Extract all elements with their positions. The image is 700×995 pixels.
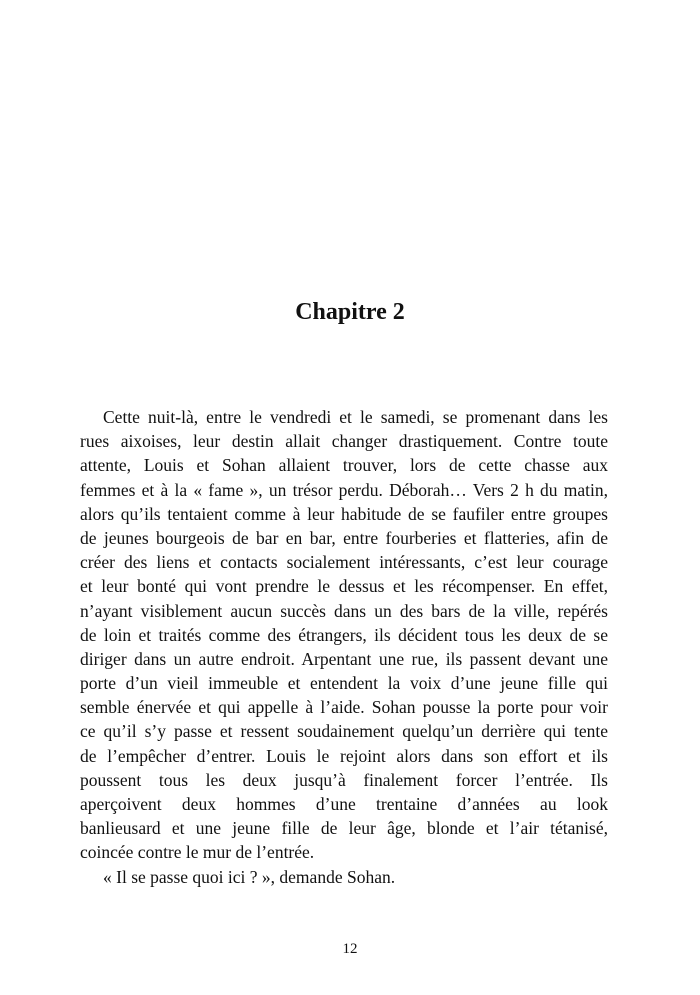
paragraph-2 (80, 865, 608, 889)
text-line: banlieusard et une jeune fille de leur âge, blonde et l’air tétanisé, (80, 818, 608, 839)
text-line: de jeunes bourgeois de bar en bar, entre fourberies et flatteries, afin de (80, 527, 608, 548)
text-line: alors qu’ils tentaient comme à leur habitude de se faufiler entre groupes (80, 503, 608, 524)
chapter-title: Chapitre 2 (295, 299, 405, 325)
page-number: 12 (342, 941, 358, 957)
text-line: n’ayant visiblement aucun succès dans un des bars de la ville, repérés (80, 600, 608, 621)
text-line: ce qu’il s’y passe et ressent soudainement quelqu’un derrière qui tente (80, 721, 608, 742)
text-line: femmes et à la « fame », un trésor perdu. Déborah… Vers 2 h du matin, (80, 479, 608, 500)
chapter-body (80, 405, 608, 889)
text-line: de l’empêcher d’entrer. Louis le rejoint alors dans son effort et ils (80, 745, 608, 766)
text-line: porte d’un vieil immeuble et entendent la voix d’une jeune fille qui (80, 673, 608, 694)
text-line: rues aixoises, leur destin allait changer drastiquement. Contre toute (80, 431, 608, 452)
text-line: et leur bonté qui vont prendre le dessus et les récompenser. En effet, (80, 576, 608, 597)
paragraph-1 (80, 405, 608, 865)
text-line: « Il se passe quoi ici ? », demande Sohan. (103, 866, 396, 887)
text-line: poussent tous les deux jusqu’à finalement forcer l’entrée. Ils (80, 769, 608, 790)
text-line: créer des liens et contacts socialement intéressants, c’est leur courage (80, 552, 608, 573)
text-line: semble énervée et qui appelle à l’aide. Sohan pousse la porte pour voir (80, 697, 608, 718)
text-line: attente, Louis et Sohan allaient trouver, lors de cette chasse aux (80, 455, 608, 476)
text-line: de loin et traités comme des étrangers, ils décident tous les deux de se (80, 624, 608, 645)
text-line: aperçoivent deux hommes d’une trentaine d’années au look (80, 794, 608, 814)
text-line: diriger dans un autre endroit. Arpentant une rue, ils passent devant une (80, 648, 608, 669)
text-line: Cette nuit-là, entre le vendredi et le samedi, se promenant dans les (103, 407, 608, 427)
text-line: coincée contre le mur de l’entrée. (80, 842, 315, 863)
